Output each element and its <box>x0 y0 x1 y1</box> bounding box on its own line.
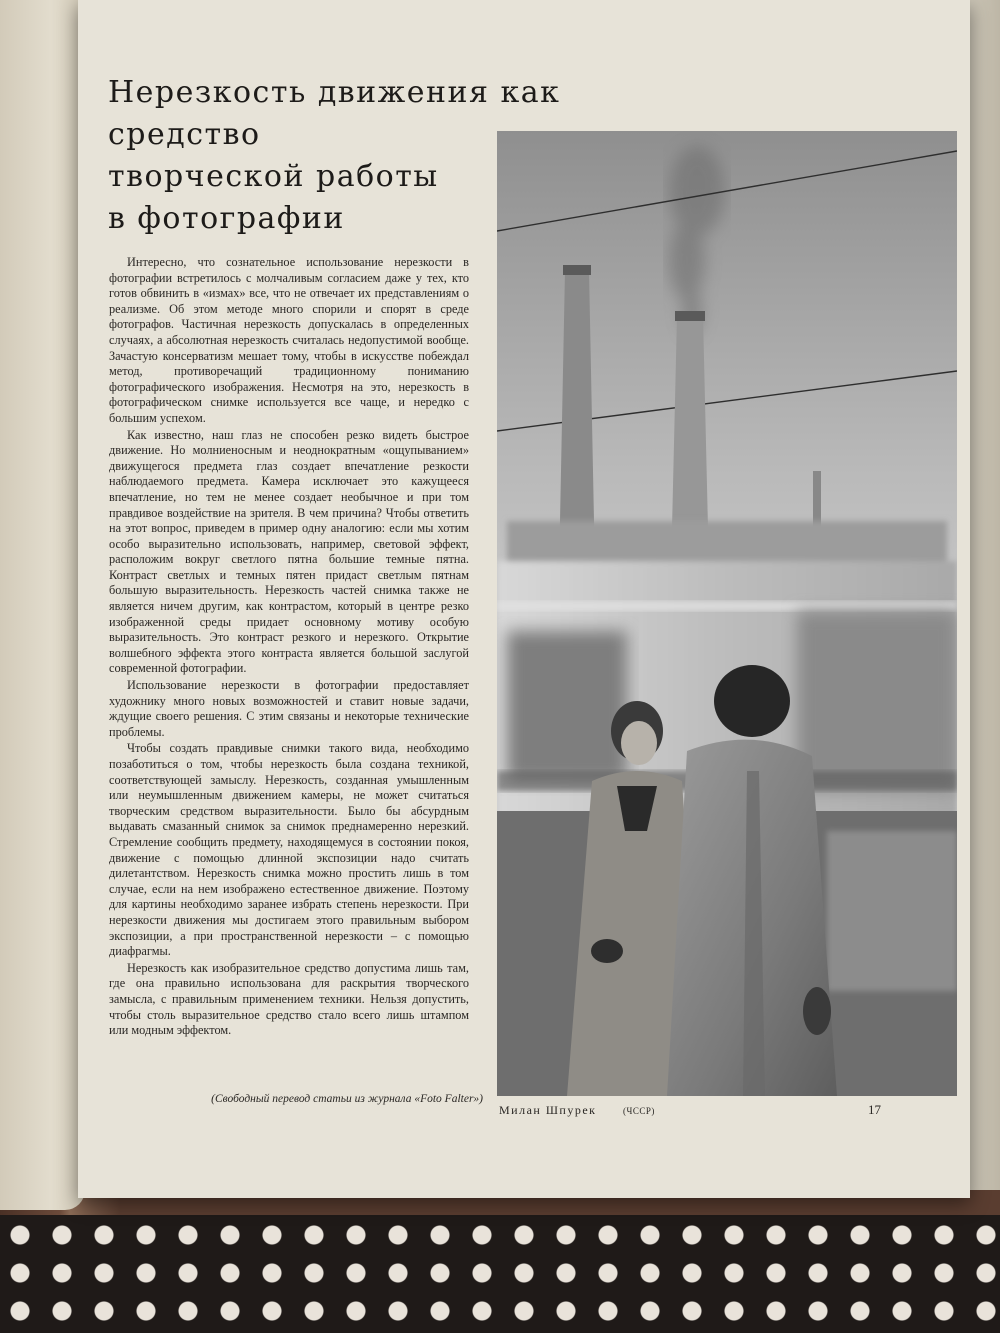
photographer-country: (ЧССР) <box>623 1106 655 1116</box>
article-body <box>109 255 469 1100</box>
photo-illustration <box>497 131 957 1096</box>
photo-caption <box>499 1103 655 1118</box>
paragraph: Использование нерезкости в фотографии предоставляет художнику много новых возможностей и ставит новые задачи, ждущие своего решения. С этим связаны и некоторые технические проблемы. <box>109 678 469 739</box>
paragraph: Нерезкость как изобразительное средство допустима лишь там, где она правильно использована для раскрытия творческого замысла, с правильным применением техники. Нельзя допустить, чтобы столь выразительное средство стало всего лишь штампом или модным эффектом. <box>109 960 469 1038</box>
paragraph: Чтобы создать правдивые снимки такого вида, необходимо позаботиться о том, чтобы нерезкость была создана техникой, соответствующей замыслу. Нерезкость, созданная умышленным или неумышленным движением камеры, не может считаться творческим средством выразительности. Было бы абсурдным выдавать смазанный снимок за снимок преднамеренно нерезкий. Стремление сообщить предмету, находящемуся в состоянии покоя, движение с помощью длинной экспозиции надо считать дилетантством. Нерезкость снимка можно простить лишь в том случае, если на нем изображено естественное движение. Поэтому для картины необходимо заранее избрать степень нерезкости. При нерезкости движения мы достигаем этого правильным выбором экспозиции, а при пространственной нерезкости – с помощью диафрагмы. <box>109 741 469 959</box>
title-line: Нерезкость движения как средство <box>108 75 561 152</box>
photograph <box>497 131 957 1096</box>
translation-credit: (Свободный перевод статьи из журнала «Foto Falter») <box>211 1093 483 1105</box>
photographer-name: Милан Шпурек <box>499 1103 597 1117</box>
left-page-edge <box>0 0 85 1210</box>
paragraph: Интересно, что сознательное использование нерезкости в фотографии встретилось с молчаливым согласием даже у тех, кто готов обвинить в «измах» все, что не отвечает их представлениям о реализме. Об этом методе много спорили и спорят в среде фотографов. Частичная нерезкость допускалась в определенных случаях, а абсолютная нерезкость считалась недопустимой вообще. Зачастую консерватизм мешает тому, чтобы в искусстве побеждал метод, противоречащий традиционному пониманию фотографического изображения. Несмотря на это, нерезкость в фотографическом снимке используется все чаще, и нередко с большим успехом. <box>109 255 469 425</box>
page-number: 17 <box>868 1102 881 1117</box>
title-line: в фотографии <box>108 201 345 236</box>
patterned-rug <box>0 1215 1000 1333</box>
title-line: творческой работы <box>108 159 439 194</box>
magazine-page <box>78 0 970 1198</box>
paragraph: Как известно, наш глаз не способен резко видеть быстрое движение. Но молниеносным и неоднократным «ощупыванием» движущегося предмета глаз создает впечатление резкости наблюдаемого предмета. Камера исключает это кажущееся впечатление, но тем не менее создает необычное и при том правдивое воздействие на зрителя. В чем причина? Чтобы ответить на этот вопрос, приведем в пример одну аналогию: если мы хотим особо выразительно использовать, например, световой эффект, расположим вокруг светлого пятна большие темные пятна. Контраст светлых и темных пятен придаст светлым пятнам большую выразительность. Нерезкость частей снимка также не является ничем другим, как контрастом, который в центре резко изображенной среды придает основному мотиву особую выразительность. Это контраст резкого и нерезкого. Открытие волшебного эффекта этого контраста является большой заслугой современной фотографии. <box>109 427 469 676</box>
